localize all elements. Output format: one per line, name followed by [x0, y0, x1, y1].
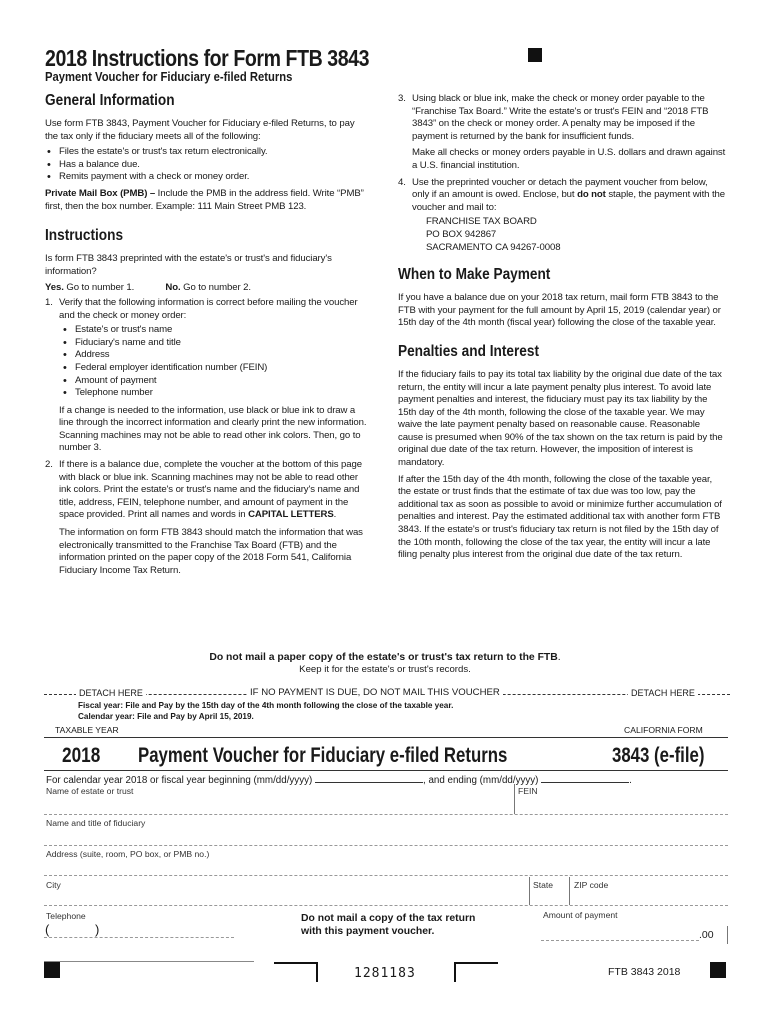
- telephone-input[interactable]: [44, 920, 230, 936]
- mailing-address: [398, 216, 726, 254]
- row-divider: [44, 814, 728, 815]
- voucher-year: 2018: [62, 744, 101, 767]
- scan-code: 1281183: [354, 966, 416, 981]
- pmb-text: Include the PMB in the address field. Write “PMB” first, then the box number. Example: 111 Main Street PMB 123.: [45, 187, 364, 212]
- amount-right-edge: [727, 926, 728, 944]
- period-end-dot: .: [629, 775, 632, 786]
- address-line: FRANCHISE TAX BOARD: [426, 216, 537, 228]
- calendar-due: Calendar year: File and Pay by April 15, 2019.: [78, 712, 254, 721]
- notice-line-2: Keep it for the estate's or trust's records.: [299, 664, 471, 675]
- zip-input[interactable]: [572, 890, 726, 905]
- amount-underline: [541, 940, 699, 941]
- step2-note: The information on form FTB 3843 should match the information that was electronically transmitted to the Franchise Tax Board (FTB) and the information printed on the paper copy of the 2018 Form 541, California Fiduciary Income Tax Return.: [59, 527, 363, 576]
- right-column: [398, 93, 726, 562]
- yes-no-row: [45, 282, 367, 295]
- step-text: Verify that the following information is correct before mailing the voucher and the check or money order:: [59, 296, 358, 321]
- step-number: 4.: [398, 176, 406, 188]
- registration-mark-top-right: [528, 48, 542, 62]
- amount-label: Amount of payment: [543, 910, 618, 920]
- list-item: • Fiduciary's name and title: [61, 337, 367, 350]
- notice: [0, 652, 770, 675]
- row-divider: [44, 845, 728, 846]
- step-text: Using black or blue ink, make the check or money order payable to the “Franchise Tax Board.” Write the estate's or trust's FEIN and “2018 FTB 3843” on the check or money order. A penalty may be imposed if the payment is returned by the bank for insufficient funds.: [412, 93, 709, 142]
- yes-text: Go to number 1.: [63, 282, 135, 294]
- step-4: [398, 177, 726, 215]
- step-number: 3.: [398, 93, 406, 104]
- address-label: Address (suite, room, PO box, or PMB no.): [46, 849, 210, 859]
- fiscal-due: Fiscal year: File and Pay by the 15th day of the 4th month following the close of the taxable year.: [78, 701, 454, 710]
- general-heading: General Information: [45, 92, 175, 109]
- zip-label: ZIP code: [574, 880, 609, 890]
- notice-line-1: [0, 652, 770, 663]
- list-item: • Remits payment with a check or money order.: [45, 171, 367, 184]
- left-column: [45, 92, 367, 577]
- detach-line: [44, 688, 728, 700]
- voucher-title-rule: [44, 770, 728, 771]
- penalties-heading: Penalties and Interest: [398, 342, 540, 360]
- instructions-question: Is form FTB 3843 preprinted with the estate's or trust's and fiduciary's information?: [45, 253, 332, 277]
- list-item: • Amount of payment: [61, 375, 367, 388]
- list-item: • Has a balance due.: [45, 159, 367, 172]
- step-2: [45, 459, 367, 522]
- period-end-label: , and ending (mm/dd/yyyy): [423, 775, 542, 786]
- pmb-paragraph: [45, 188, 367, 213]
- step1-bullets: [61, 324, 367, 400]
- list-item: • Telephone number: [61, 387, 367, 400]
- scan-bracket-left: [274, 962, 318, 982]
- notice-bold: Do not mail a paper copy of the estate's or trust's tax return to the FTB: [209, 652, 558, 663]
- period-end-input[interactable]: [541, 773, 629, 783]
- amount-cents: .00: [699, 929, 714, 941]
- fein-input[interactable]: [518, 796, 726, 814]
- step-number: 2.: [45, 459, 53, 471]
- step-number: 1.: [45, 296, 53, 308]
- pmb-label: Private Mail Box (PMB) –: [45, 187, 156, 199]
- address-input[interactable]: [44, 859, 728, 875]
- tel-underline: [44, 937, 234, 938]
- no-label: No.: [165, 282, 181, 294]
- row-divider: [44, 905, 728, 906]
- page-title: 2018 Instructions for Form FTB 3843: [45, 45, 370, 71]
- state-label: State: [533, 880, 554, 890]
- detach-right: DETACH HERE: [628, 688, 698, 698]
- when-heading: When to Make Payment: [398, 266, 551, 284]
- voucher-title: Payment Voucher for Fiduciary e-filed Returns: [138, 744, 508, 767]
- detach-center: IF NO PAYMENT IS DUE, DO NOT MAIL THIS VOUCHER: [247, 687, 503, 698]
- fiduciary-label: Name and title of fiduciary: [46, 818, 146, 828]
- detach-left: DETACH HERE: [76, 688, 146, 698]
- step-text-end: staple, the payment with the voucher and mail to:: [412, 189, 725, 213]
- scan-bracket-right: [454, 962, 498, 982]
- yes-label: Yes.: [45, 282, 64, 294]
- registration-mark-bottom-right: [710, 962, 726, 978]
- no-copy-line-2: with this payment voucher.: [301, 925, 435, 937]
- tel-close: ): [95, 922, 100, 937]
- state-input[interactable]: [531, 890, 567, 905]
- no-copy-line-1: Do not mail a copy of the tax return: [301, 913, 476, 924]
- due-dates: [78, 700, 453, 722]
- list-item: • Files the estate's or trust's tax return electronically.: [45, 146, 367, 159]
- tel-open: (: [45, 922, 50, 937]
- footer-form: FTB 3843 2018: [608, 966, 681, 978]
- when-text: If you have a balance due on your 2018 tax return, mail form FTB 3843 to the FTB with your payment for the full amount by April 15, 2019 (calendar year) or 15th day of the 4th month (fiscal year) following the close of the taxable year.: [398, 292, 721, 329]
- city-label: City: [46, 880, 61, 890]
- capital-letters: CAPITAL LETTERS: [248, 509, 334, 521]
- period-begin-label: For calendar year 2018 or fiscal year beginning (mm/dd/yyyy): [46, 775, 315, 786]
- city-input[interactable]: [44, 890, 526, 905]
- step-text: If there is a balance due, complete the voucher at the bottom of this page with black or blue ink. Scanning machines may not be able to read other ink colors. Print the estate's or trust's name and the fiduciary's name and title, address, FEIN, telephone number, and amount of payment in the space provided. Print all names and words in: [59, 459, 362, 521]
- zip-divider: [569, 877, 570, 905]
- period-begin-input[interactable]: [315, 773, 423, 783]
- instructions-heading: Instructions: [45, 227, 124, 245]
- address-line: PO BOX 942867: [426, 228, 497, 240]
- step1-note: If a change is needed to the information, use black or blue ink to draw a line through the incorrect information and clearly print the new information. Scanning machines may not be able to read other ink colors. Then, go to number 3.: [59, 404, 367, 454]
- no-text: Go to number 2.: [180, 282, 251, 294]
- step-3: [398, 93, 726, 143]
- list-item: • Federal employer identification number (FEIN): [61, 362, 367, 375]
- footer-rule: [44, 961, 254, 962]
- penalties-p1: If the fiduciary fails to pay its total tax liability by the original due date of the tax return, the entity will incur a late payment penalty plus interest. To avoid late payment penalties and interest, the fiduciary must pay its tax liability by the 15th day of the 4th month, following the close of the taxable year. We may waive the late payment penalty based on reasonable cause. Reasonable cause is presumed when 90% of the tax shown on the tax return is paid by the original due date of the tax return. However, the imposition of interest is mandatory.: [398, 368, 723, 469]
- state-divider: [529, 877, 530, 905]
- penalties-p2: If after the 15th day of the 4th month, following the close of the taxable year, the estate or trust finds that the estimate of tax due was too low, pay the additional tax as soon as possible to avoid or minimize further accumulation of penalties and interest. Pay the estimated additional tax with another form FTB 3843. If the estate's or trust's fiduciary tax return is not filed by the 15th day of the 10th month, following the close of the tax year, the entity will incur a late filing penalty plus interest from the original due date of the tax return.: [398, 473, 722, 561]
- step3-note: Make all checks or money orders payable in U.S. dollars and drawn against a U.S. financial institution.: [412, 147, 726, 171]
- estate-label: Name of estate or trust: [46, 786, 134, 796]
- tax-period-row: [46, 773, 632, 786]
- step-text-end: .: [333, 509, 337, 521]
- taxable-year-label: TAXABLE YEAR: [55, 725, 119, 735]
- row-divider: [44, 875, 728, 876]
- telephone-label: Telephone: [46, 911, 86, 921]
- general-bullets: [45, 146, 367, 184]
- voucher-form-id: 3843 (e-file): [612, 744, 705, 767]
- no-copy-warning: [301, 913, 475, 938]
- list-item: • Address: [61, 349, 367, 362]
- notice-end: .: [557, 652, 561, 663]
- voucher-top-rule: [44, 737, 728, 738]
- step-text: Use the preprinted voucher or detach the payment voucher from below, only if an amount is owed. Enclose, but: [412, 176, 708, 201]
- estate-name-input[interactable]: [44, 796, 512, 814]
- amount-input[interactable]: [541, 922, 701, 938]
- general-intro: Use form FTB 3843, Payment Voucher for Fiduciary e-filed Returns, to pay the tax only if the fiduciary meets all of the following:: [45, 118, 355, 142]
- step-1: [45, 297, 367, 322]
- fein-label: FEIN: [518, 786, 538, 796]
- california-form-label: CALIFORNIA FORM: [624, 725, 703, 735]
- address-line: SACRAMENTO CA 94267-0008: [426, 241, 561, 253]
- list-item: • Estate's or trust's name: [61, 324, 367, 337]
- page-subtitle: Payment Voucher for Fiduciary e-filed Returns: [45, 70, 293, 84]
- do-not-emphasis: do not: [577, 189, 606, 201]
- fein-divider: [514, 784, 515, 814]
- fiduciary-input[interactable]: [44, 828, 728, 845]
- registration-mark-bottom-left: [44, 962, 60, 978]
